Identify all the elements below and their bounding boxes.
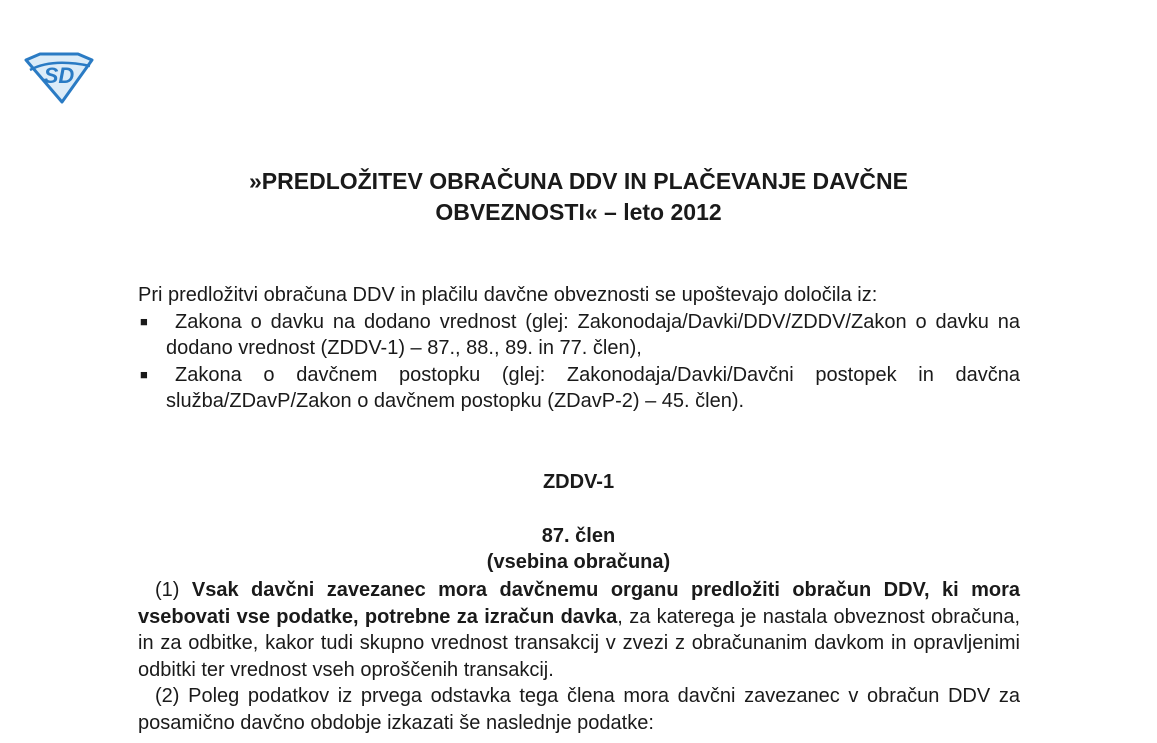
paragraph-text: , za katerega je nastala obveznost obračuna, in za odbitke, kakor tudi skupno vrednost transakcij v zvezi z obračunanim davkom in opravljenimi odbitki ter vrednost vseh oproščenih transakcij. (138, 605, 1020, 681)
paragraph-1 (138, 577, 1020, 683)
list-item (138, 309, 1020, 362)
article-body (138, 577, 1020, 736)
list-item (138, 362, 1020, 415)
article-title: (vsebina obračuna) (486, 551, 671, 573)
section-heading: ZDDV-1 (542, 471, 615, 493)
list-item-text: Zakona o davčnem postopku (glej: Zakonodaja/Davki/Davčni postopek in davčna služba/ZDavP/Zakon o davčnem postopku (ZDavP-2) – 45. člen). (166, 363, 1020, 412)
intro-text: Pri predložitvi obračuna DDV in plačilu davčne obveznosti se upoštevajo določila iz: (138, 284, 878, 306)
bullet-square-icon: ■ (140, 313, 148, 329)
bullet-square-icon: ■ (140, 366, 148, 382)
list-item-text: Zakona o davku na dodano vrednost (glej: Zakonodaja/Davki/DDV/ZDDV/Zakon o davku na dodano vrednost (ZDDV-1) – 87., 88., 89. in 77. člen), (166, 310, 1020, 359)
paragraph-2: (2) Poleg podatkov iz prvega odstavka tega člena mora davčni zavezanec v obračun DDV za posamično davčno obdobje izkazati še naslednje podatke: (138, 685, 1020, 734)
sd-logo-icon (22, 50, 96, 104)
article-number: 87. člen (541, 525, 616, 547)
title-line-1: »PREDLOŽITEV OBRAČUNA DDV IN PLAČEVANJE DAVČNE (249, 168, 908, 194)
intro-section (138, 282, 1020, 415)
paragraph-number: (1) (155, 579, 180, 601)
logo-text: SD (43, 63, 75, 88)
title-line-2: OBVEZNOSTI« – leto 2012 (435, 199, 722, 225)
document-title (0, 166, 1157, 228)
paragraph-bold-text: Vsak davčni zavezanec mora davčnemu organu predložiti obračun DDV, ki mora vsebovati vse podatke, potrebne za izračun davka (138, 579, 1020, 628)
